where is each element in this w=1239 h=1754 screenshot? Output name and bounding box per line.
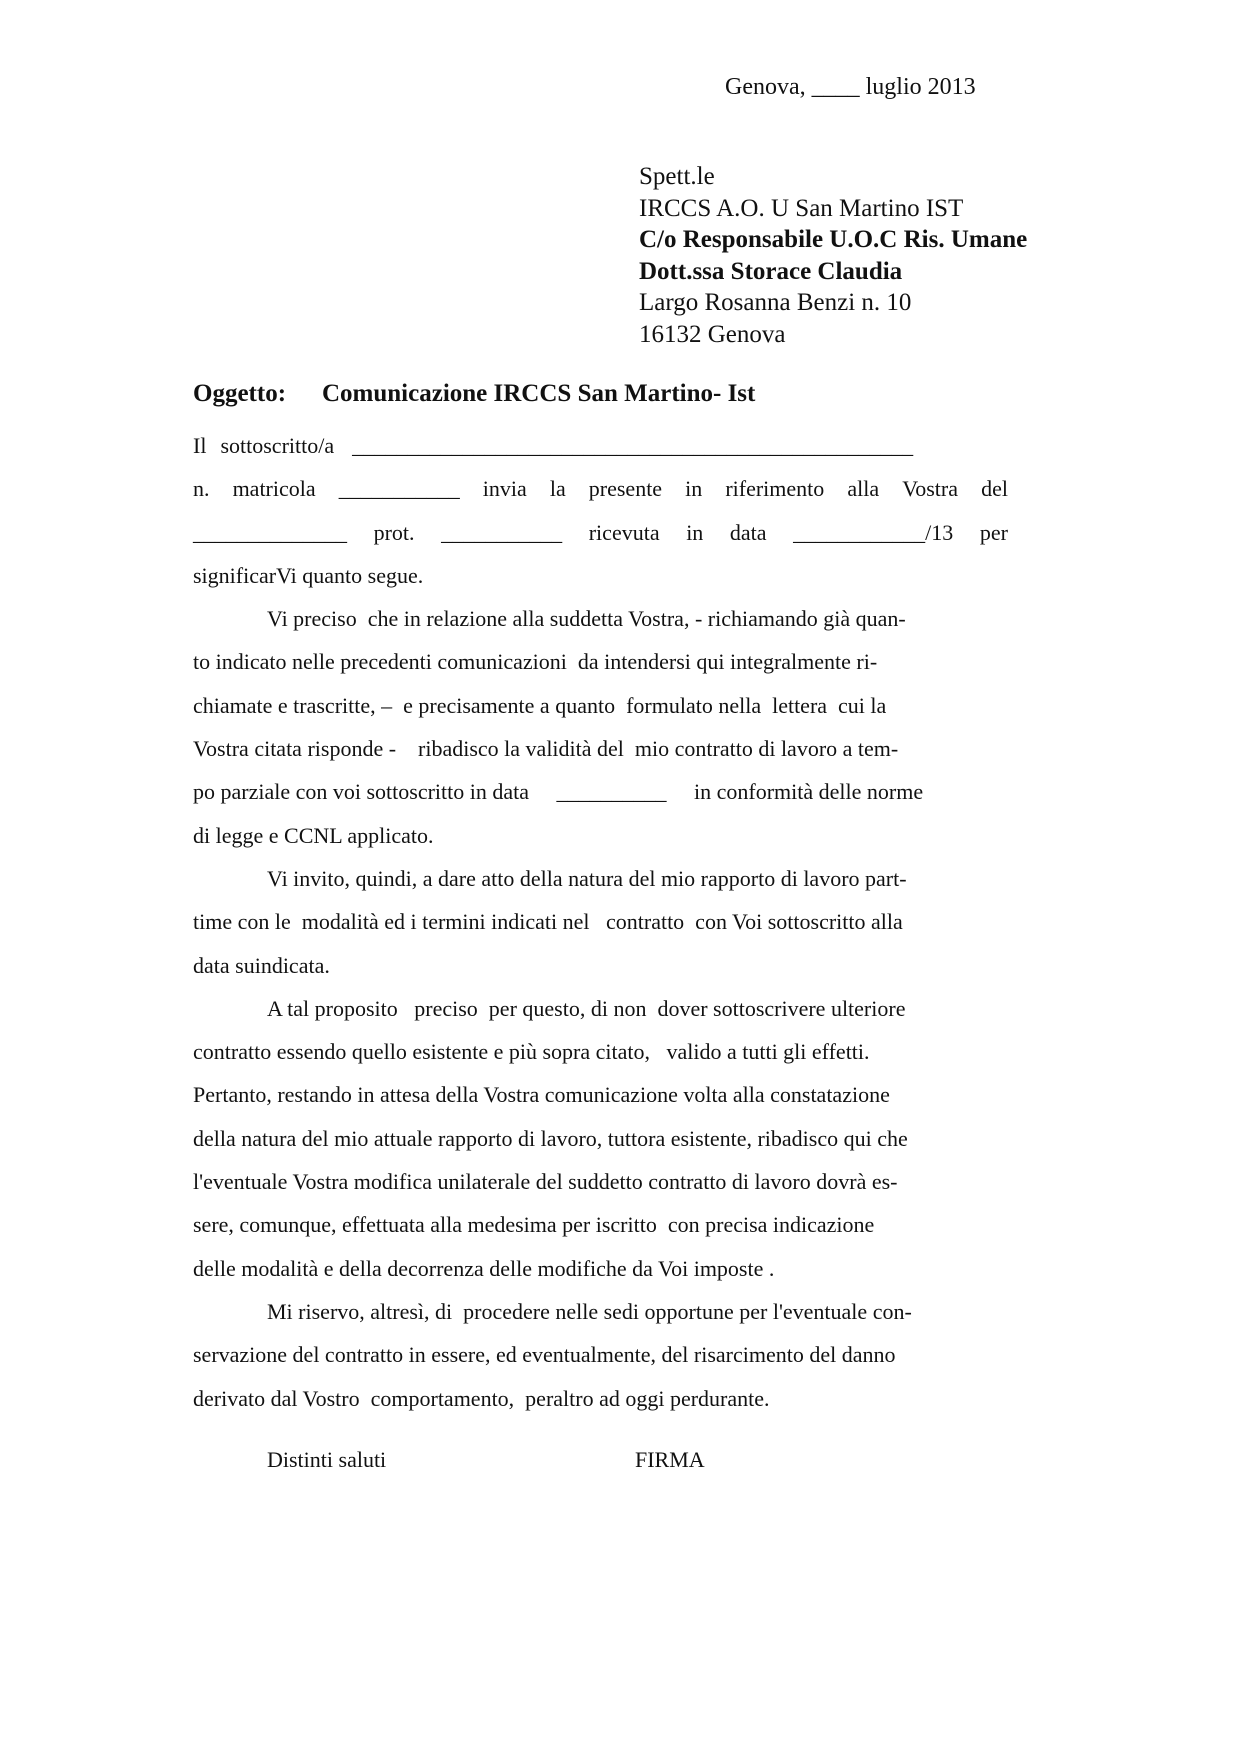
intro-text: significarVi quanto segue. <box>193 562 424 588</box>
paragraph-text: Vostra citata risponde - ribadisco la validità del mio contratto di lavoro a tem- <box>193 736 899 762</box>
paragraph-text: di legge e CCNL applicato. <box>193 822 434 848</box>
paragraph-line <box>193 727 1008 770</box>
paragraph-line <box>193 1203 1008 1246</box>
paragraph-text: po parziale con voi sottoscritto in data __________ in conformità delle norme <box>193 779 924 805</box>
paragraph-line <box>193 1290 1008 1333</box>
paragraph-text: Vi invito, quindi, a dare atto della natura del mio rapporto di lavoro part- <box>267 865 907 891</box>
intro-word: ricevuta <box>588 519 660 545</box>
intro-word: data <box>729 519 767 545</box>
intro-line-1 <box>193 424 1008 467</box>
paragraph-line <box>193 814 1008 857</box>
paragraph-text: delle modalità e della decorrenza delle modifiche da Voi imposte . <box>193 1255 775 1281</box>
intro-word: Il <box>193 433 207 458</box>
paragraph-text: Vi preciso che in relazione alla suddetta Vostra, - richiamando già quan- <box>267 606 906 632</box>
intro-line-4 <box>193 554 1008 597</box>
paragraph-4 <box>193 1290 1008 1420</box>
intro-word: la <box>549 476 566 502</box>
intro-word: presente <box>588 476 663 502</box>
intro-word: riferimento <box>725 476 825 502</box>
prot-blank: ___________ <box>441 519 563 545</box>
recipient-salutation: Spett.le <box>639 163 715 190</box>
intro-word: prot. <box>373 519 415 545</box>
matricola-blank: ___________ <box>338 476 460 502</box>
paragraph-line <box>193 987 1008 1030</box>
paragraph-text: sere, comunque, effettuata alla medesima per iscritto con precisa indicazione <box>193 1212 875 1238</box>
paragraph-text: derivato dal Vostro comportamento, peraltro ad oggi perdurante. <box>193 1385 770 1411</box>
letter-body <box>193 424 1008 1420</box>
paragraph-text: Pertanto, restando in attesa della Vostra comunicazione volta alla constatazione <box>193 1082 890 1108</box>
date-line: Genova, ____ luglio 2013 <box>725 74 976 100</box>
paragraph-line <box>193 1377 1008 1420</box>
paragraph-line <box>193 1117 1008 1160</box>
intro-line-2 <box>193 467 1008 510</box>
intro-word: n. <box>193 476 210 502</box>
paragraph-1 <box>193 597 1008 857</box>
name-blank: ___________________________________________________ <box>352 433 914 458</box>
paragraph-text: chiamate e trascritte, – e precisamente a quanto formulato nella lettera cui la <box>193 692 887 718</box>
intro-word: sottoscritto/a <box>220 433 335 458</box>
intro-word: invia <box>482 476 527 502</box>
paragraph-line <box>193 597 1008 640</box>
paragraph-line <box>193 1030 1008 1073</box>
recipient-street: Largo Rosanna Benzi n. 10 <box>639 289 912 316</box>
paragraph-text: A tal proposito preciso per questo, di non dover sottoscrivere ulteriore <box>267 995 906 1021</box>
paragraph-line <box>193 857 1008 900</box>
paragraph-3 <box>193 987 1008 1290</box>
recipient-address <box>639 161 1027 350</box>
paragraph-line <box>193 770 1008 813</box>
intro-word: alla <box>847 476 880 502</box>
paragraph-text: contratto essendo quello esistente e più sopra citato, valido a tutti gli effetti. <box>193 1039 870 1065</box>
paragraph-text: l'eventuale Vostra modifica unilaterale del suddetto contratto di lavoro dovrà es- <box>193 1169 898 1195</box>
paragraph-line <box>193 1247 1008 1290</box>
intro-word: Vostra <box>902 476 959 502</box>
intro-word: del <box>981 476 1008 502</box>
paragraph-line <box>193 900 1008 943</box>
paragraph-text: Mi riservo, altresì, di procedere nelle sedi opportune per l'eventuale con- <box>267 1298 912 1324</box>
paragraph-text: data suindicata. <box>193 952 330 978</box>
intro-word: in <box>685 476 703 502</box>
subject-line <box>193 380 755 408</box>
subject-label: Oggetto: <box>193 380 287 407</box>
recipient-city: 16132 Genova <box>639 320 786 348</box>
paragraph-line <box>193 1160 1008 1203</box>
paragraph-text: servazione del contratto in essere, ed eventualmente, del risarcimento del danno <box>193 1342 896 1368</box>
intro-word: per <box>979 519 1008 545</box>
paragraph-2 <box>193 857 1008 987</box>
paragraph-line <box>193 684 1008 727</box>
paragraph-line <box>193 1333 1008 1376</box>
intro-word: matricola <box>232 476 316 502</box>
closing-greeting: Distinti saluti <box>267 1447 387 1472</box>
subject-text: Comunicazione IRCCS San Martino- Ist <box>322 380 756 407</box>
paragraph-text: to indicato nelle precedenti comunicazioni da intendersi qui integralmente ri- <box>193 649 878 675</box>
paragraph-line <box>193 944 1008 987</box>
intro-word: in <box>686 519 704 545</box>
letter-date-blank: ______________ <box>193 519 347 545</box>
intro-line-3 <box>193 511 1008 554</box>
recipient-org: IRCCS A.O. U San Martino IST <box>639 194 964 222</box>
paragraph-line <box>193 640 1008 683</box>
paragraph-line <box>193 1073 1008 1116</box>
signature-label: FIRMA <box>635 1447 705 1472</box>
paragraph-text: della natura del mio attuale rapporto di lavoro, tuttora esistente, ribadisco qui che <box>193 1125 908 1151</box>
recipient-person: Dott.ssa Storace Claudia <box>639 257 903 285</box>
paragraph-text: time con le modalità ed i termini indicati nel contratto con Voi sottoscritto alla <box>193 909 903 935</box>
recipient-attention: C/o Responsabile U.O.C Ris. Umane <box>639 226 1028 253</box>
received-date-blank: ____________/13 <box>793 519 954 545</box>
